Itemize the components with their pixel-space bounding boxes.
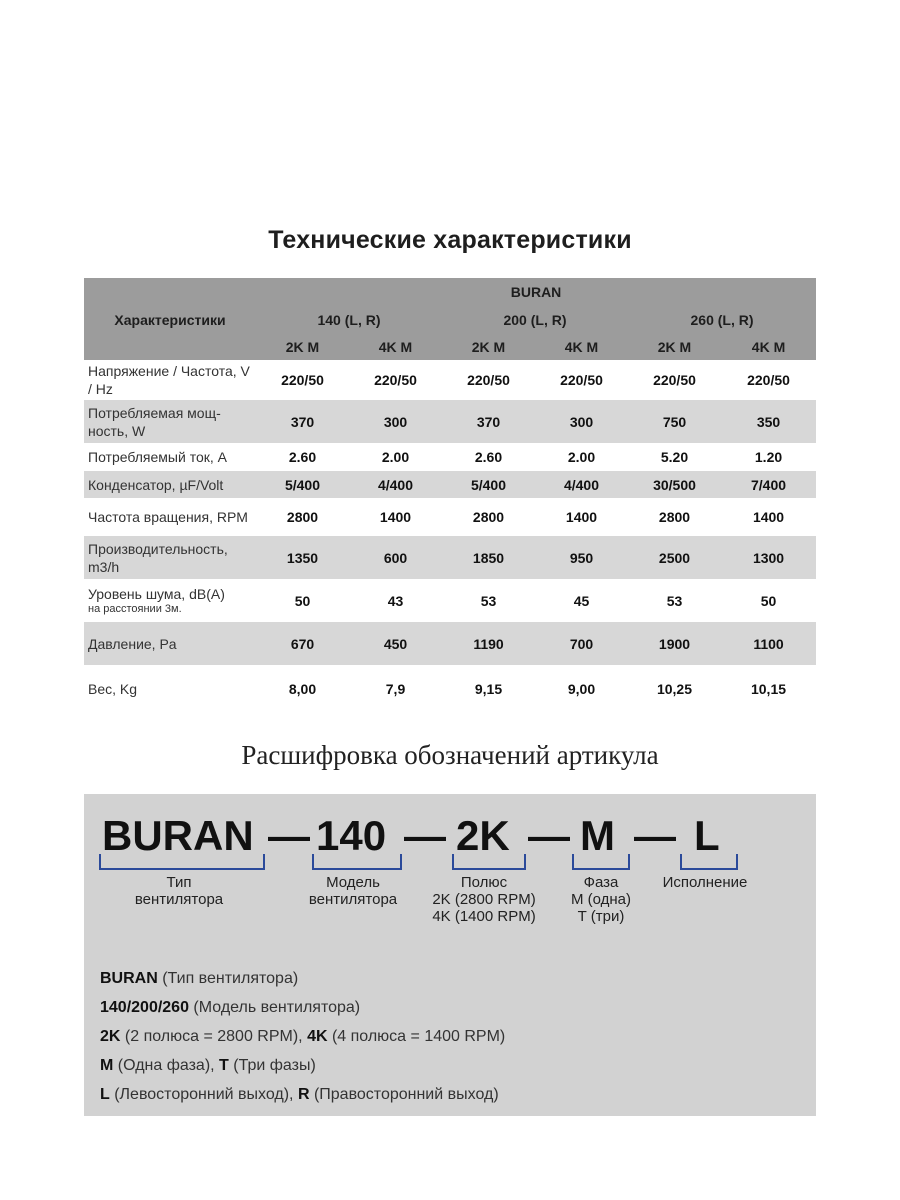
- table-cell: 45: [573, 592, 590, 609]
- code-dash: —: [528, 812, 570, 859]
- table-row: [84, 579, 816, 622]
- legend-text: (Одна фаза),: [113, 1057, 220, 1074]
- variant-header: 2K M: [442, 333, 535, 360]
- code-segment-model: 140: [316, 812, 387, 859]
- page-title: Технические характеристики: [268, 226, 632, 254]
- row-sublabel: на расстоянии 3м.: [88, 603, 182, 615]
- table-cell: 2800: [286, 509, 319, 525]
- table-cell: 5/400: [442, 471, 535, 498]
- brand-header: BURAN: [256, 278, 816, 306]
- table-cell: 220/50: [747, 372, 790, 388]
- table-cell: 5.20: [660, 449, 689, 465]
- table-cell: 2800: [472, 509, 505, 525]
- table-row: [84, 443, 816, 471]
- legend-line: [100, 1051, 505, 1080]
- code-segment-type: BURAN: [102, 812, 254, 859]
- table-cell: 600: [349, 536, 442, 579]
- row-label: [84, 579, 256, 622]
- row-label: [84, 443, 256, 471]
- code-legend: [100, 964, 505, 1109]
- table-cell: 9,15: [474, 680, 503, 697]
- variant-header: 4K M: [535, 333, 628, 360]
- row-label: [84, 665, 256, 712]
- table-row: [84, 471, 816, 498]
- row-label-text: Потребляемый ток, A: [88, 449, 227, 465]
- variant-header: 4K M: [721, 333, 816, 360]
- decode-panel: [84, 794, 816, 1116]
- table-row: [84, 665, 816, 712]
- caption-model: Модель вентилятора: [308, 874, 398, 908]
- bracket-poles: [452, 854, 526, 870]
- table-cell: 1400: [752, 509, 785, 525]
- legend-line: [100, 1080, 505, 1109]
- legend-code: 4K: [307, 1028, 328, 1045]
- legend-text: (Модель вентилятора): [188, 999, 361, 1016]
- table-cell: 220/50: [560, 372, 603, 388]
- table-cell: 2.60: [288, 449, 317, 465]
- legend-code: BURAN: [100, 970, 158, 987]
- legend-code: M: [100, 1057, 114, 1074]
- table-cell: 53: [480, 592, 497, 609]
- bracket-type: [99, 854, 265, 870]
- table-cell: 450: [349, 622, 442, 665]
- row-label-text: Уровень шума, dB(A): [88, 586, 225, 602]
- row-label-text: Частота вращения, RPM: [88, 509, 248, 525]
- legend-line: [100, 993, 505, 1022]
- table-cell: 4/400: [349, 471, 442, 498]
- legend-text: (Три фазы): [228, 1057, 316, 1074]
- table-row: [84, 622, 816, 665]
- row-label-text: Вес, Kg: [88, 680, 138, 697]
- table-cell: 750: [628, 400, 721, 443]
- table-cell: 2800: [658, 509, 691, 525]
- table-cell: 370: [442, 400, 535, 443]
- table-cell: 220/50: [374, 372, 417, 388]
- table-cell: 1300: [721, 536, 816, 579]
- legend-line: [100, 964, 505, 993]
- model-header: 140 (L, R): [256, 306, 442, 333]
- model-header: 200 (L, R): [442, 306, 628, 333]
- table-cell: 370: [256, 400, 349, 443]
- caption-phase: Фаза M (одна) T (три): [570, 874, 632, 925]
- row-label: [84, 360, 256, 400]
- table-cell: 10,25: [656, 680, 693, 697]
- row-label: [84, 400, 256, 443]
- row-label-text: Потребляемая мощ-ность, W: [88, 404, 221, 439]
- legend-line: [100, 1022, 505, 1051]
- table-cell: 220/50: [467, 372, 510, 388]
- code-dash: —: [634, 812, 676, 859]
- table-cell: 670: [256, 622, 349, 665]
- legend-text: (Правосторонний выход): [309, 1086, 499, 1103]
- legend-code: 140/200/260: [100, 999, 189, 1016]
- decode-title: Расшифровка обозначений артикула: [241, 740, 659, 770]
- table-cell: 50: [760, 592, 777, 609]
- legend-text: (Тип вентилятора): [157, 970, 299, 987]
- caption-poles: Полюс 2K (2800 RPM) 4K (1400 RPM): [432, 874, 536, 925]
- row-label: [84, 536, 256, 579]
- table-cell: 9,00: [567, 680, 596, 697]
- variant-header: 2K M: [628, 333, 721, 360]
- table-row: [84, 536, 816, 579]
- table-cell: 1400: [565, 509, 598, 525]
- table-cell: 2.00: [381, 449, 410, 465]
- table-cell: 220/50: [281, 372, 324, 388]
- legend-text: (Левосторонний выход),: [109, 1086, 298, 1103]
- table-cell: 950: [535, 536, 628, 579]
- table-row: [84, 400, 816, 443]
- row-label-text: Давление, Pa: [88, 635, 177, 652]
- specs-table: [84, 278, 816, 712]
- legend-text: (2 полюса = 2800 RPM),: [120, 1028, 308, 1045]
- table-cell: 2.00: [567, 449, 596, 465]
- row-label: [84, 471, 256, 498]
- row-label: [84, 498, 256, 536]
- model-header: 260 (L, R): [628, 306, 816, 333]
- table-row: [84, 360, 816, 400]
- variant-header: 2K M: [256, 333, 349, 360]
- header-corner: [84, 278, 256, 306]
- legend-code: R: [297, 1086, 310, 1103]
- table-cell: 2.60: [474, 449, 503, 465]
- table-cell: 7,9: [385, 680, 406, 697]
- variant-header: 4K M: [349, 333, 442, 360]
- table-cell: 1400: [379, 509, 412, 525]
- table-cell: 300: [349, 400, 442, 443]
- bracket-phase: [572, 854, 630, 870]
- legend-text: (4 полюса = 1400 RPM): [327, 1028, 506, 1045]
- caption-type: Тип вентилятора: [134, 874, 224, 908]
- table-cell: 30/500: [628, 471, 721, 498]
- row-label-text: Производительность, m3/h: [88, 540, 228, 575]
- table-cell: 50: [294, 592, 311, 609]
- bracket-model: [312, 854, 402, 870]
- table-cell: 7/400: [721, 471, 816, 498]
- code-dash: —: [268, 812, 310, 859]
- table-cell: 4/400: [535, 471, 628, 498]
- table-cell: 350: [721, 400, 816, 443]
- row-label-text: Конденсатор, µF/Volt: [88, 476, 224, 493]
- table-row: [84, 498, 816, 536]
- table-cell: 1190: [442, 622, 535, 665]
- legend-code: L: [100, 1086, 110, 1103]
- row-label: [84, 622, 256, 665]
- table-cell: 300: [535, 400, 628, 443]
- characteristics-header: Характеристики: [84, 306, 256, 333]
- legend-code: 2K: [100, 1028, 121, 1045]
- table-cell: 1850: [442, 536, 535, 579]
- row-label-text: Напряжение / Частота, V / Hz: [88, 363, 250, 397]
- table-cell: 2500: [628, 536, 721, 579]
- code-segment-exec: L: [694, 812, 720, 859]
- code-segment-poles: 2K: [456, 812, 510, 859]
- table-cell: 5/400: [256, 471, 349, 498]
- table-cell: 1100: [721, 622, 816, 665]
- header-spacer: [84, 333, 256, 360]
- table-cell: 53: [666, 592, 683, 609]
- table-cell: 1900: [628, 622, 721, 665]
- legend-code: T: [219, 1057, 229, 1074]
- table-cell: 8,00: [288, 680, 317, 697]
- table-cell: 1.20: [754, 449, 783, 465]
- table-cell: 700: [535, 622, 628, 665]
- table-cell: 10,15: [750, 680, 787, 697]
- table-cell: 43: [387, 592, 404, 609]
- code-segment-phase: M: [580, 812, 615, 859]
- code-dash: —: [404, 812, 446, 859]
- bracket-exec: [680, 854, 738, 870]
- caption-exec: Исполнение: [662, 874, 748, 891]
- table-cell: 220/50: [653, 372, 696, 388]
- table-cell: 1350: [256, 536, 349, 579]
